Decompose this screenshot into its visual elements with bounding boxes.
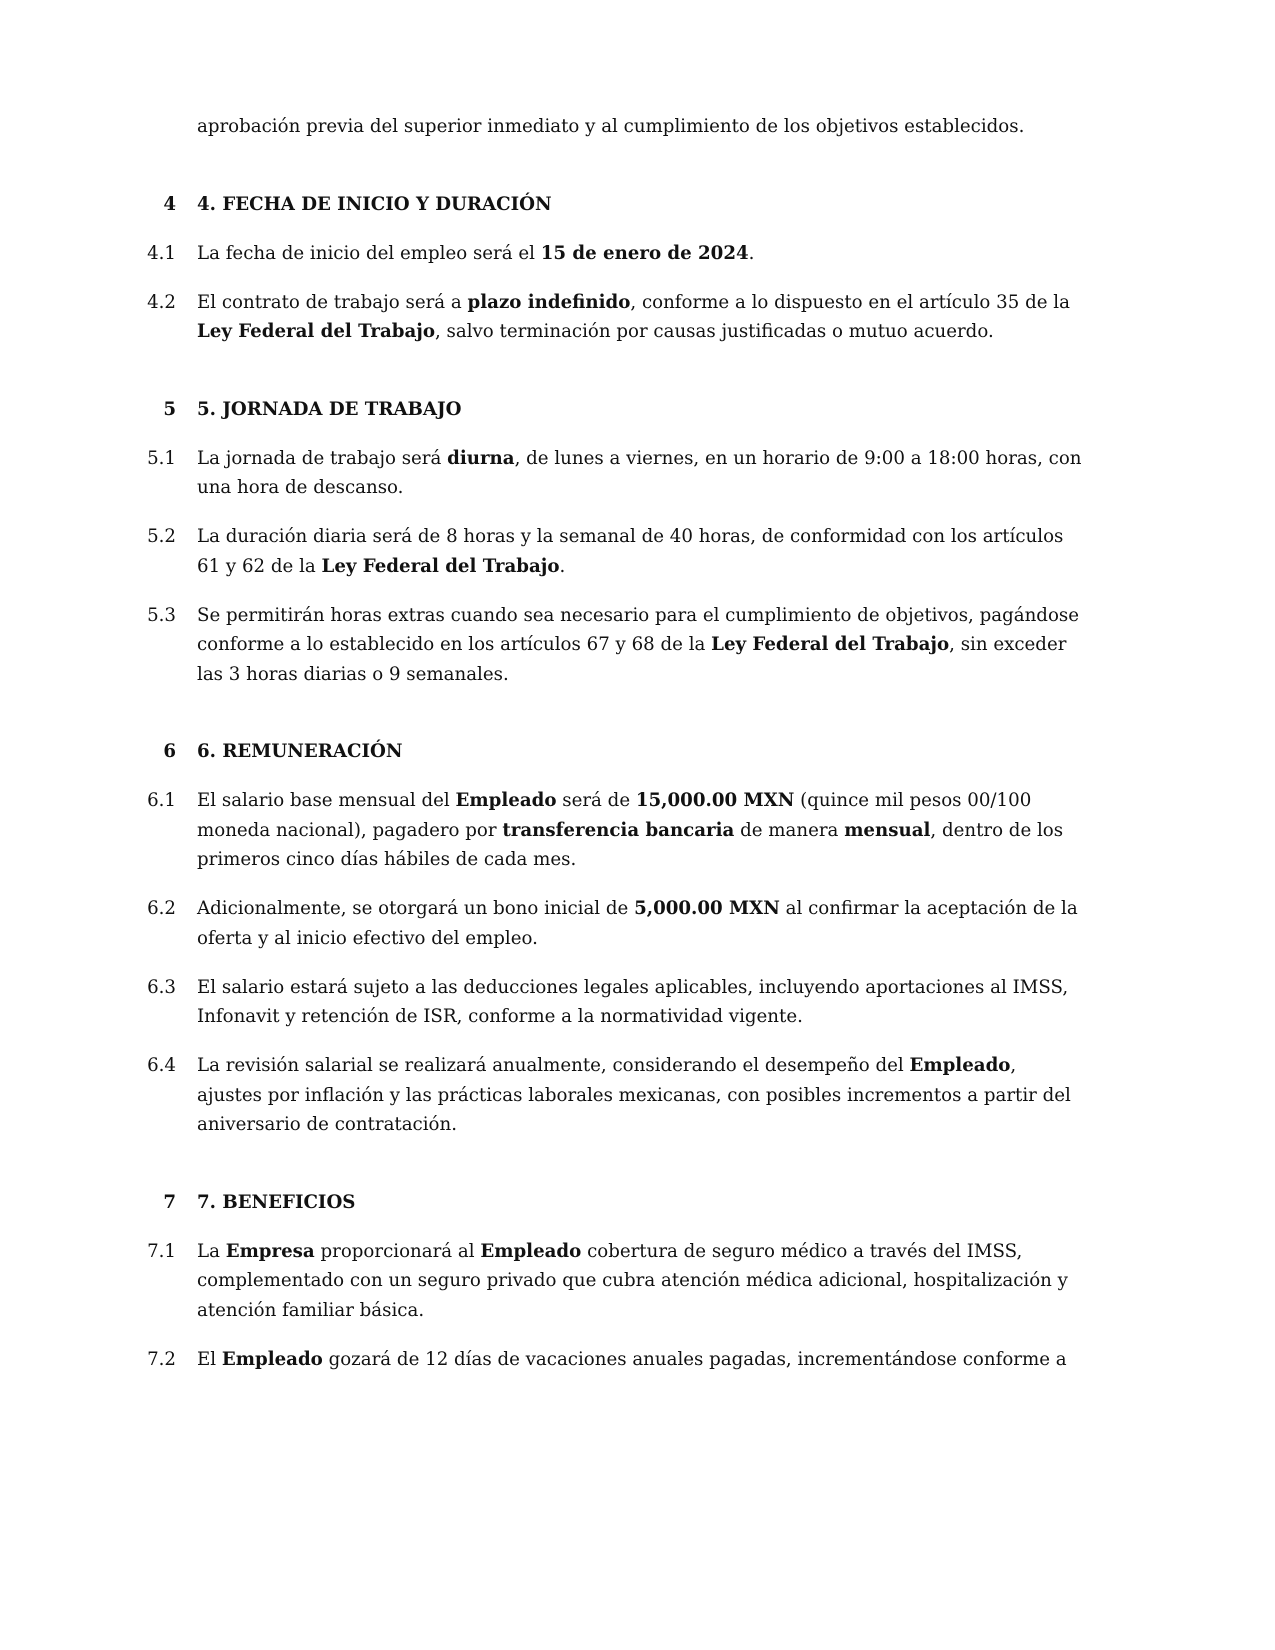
text-run: La jornada de trabajo será: [197, 447, 448, 469]
section-title: 5. JORNADA DE TRABAJO: [197, 398, 462, 420]
bold-text: 15 de enero de 2024: [540, 242, 749, 264]
clause-number: 5.1: [147, 447, 176, 469]
clause-paragraph: [0, 522, 1275, 581]
text-run: , dentro de los primeros cinco días hábiles de cada mes.: [197, 819, 1064, 870]
bold-text: Ley Federal del Trabajo: [197, 321, 435, 342]
section-heading: [0, 395, 1275, 425]
clause-paragraph: [0, 1051, 1275, 1140]
text-run: de manera: [734, 819, 845, 841]
text-run: , de lunes a viernes, en un horario de 9:00 a 18:00 horas, con una hora de descanso.: [197, 447, 1082, 498]
bold-text: Empresa: [225, 1240, 315, 1262]
text-run: El contrato de trabajo será a: [197, 291, 468, 313]
section-number: 4: [163, 193, 176, 215]
clause-paragraph: [0, 601, 1275, 690]
bold-text: Empleado: [455, 790, 557, 811]
clause-text: [197, 786, 1082, 875]
section-title: 7. BENEFICIOS: [197, 1191, 356, 1213]
text-run: aprobación previa del superior inmediato y al cumplimiento de los objetivos establecidos.: [197, 116, 1025, 137]
clause-number: 7.2: [147, 1348, 176, 1370]
section-number: 6: [163, 741, 176, 762]
text-run: .: [748, 242, 755, 264]
text-run: La revisión salarial se realizará anualmente, considerando el desempeño del: [197, 1055, 910, 1076]
clause-number: 6.1: [147, 790, 176, 811]
clause-text: [197, 444, 1082, 503]
section-number: 7: [163, 1191, 176, 1213]
clause-text: [197, 1237, 1082, 1326]
text-run: gozará de 12 días de vacaciones anuales pagadas, incrementándose conforme a: [322, 1348, 1067, 1370]
text-run: proporcionará al: [314, 1240, 481, 1262]
clause-number: 6.4: [147, 1055, 176, 1076]
text-run: La duración diaria será de 8 horas y la semanal de 40 horas, de conformidad con los artículos 61 y 62 de la: [197, 526, 1064, 577]
sections: [0, 190, 1275, 1375]
text-run: , conforme a lo dispuesto en el artículo 35 de la: [630, 291, 1070, 313]
bold-text: mensual: [844, 819, 931, 841]
bold-text: 5,000.00 MXN: [634, 898, 780, 919]
clause-text: [197, 239, 1082, 269]
bold-text: transferencia bancaria: [502, 819, 735, 841]
text-run: cobertura de seguro médico a través del IMSS, complementado con un seguro privado que cubra atención médica adicional, hospitalización y atención familiar básica.: [197, 1240, 1068, 1321]
text-run: , sin exceder las 3 horas diarias o 9 semanales.: [197, 634, 1067, 685]
clause-number: 5.3: [147, 604, 176, 626]
text-run: Se permitirán horas extras cuando sea necesario para el cumplimiento de objetivos, pagándose conforme a lo establecido en los artículos 67 y 68 de la: [197, 604, 1079, 655]
text-run: será de: [556, 790, 636, 811]
section-heading: [0, 190, 1275, 220]
clause-paragraph: [0, 239, 1275, 269]
clause-text: [197, 601, 1082, 690]
section-heading: [0, 737, 1275, 767]
text-run: El salario base mensual del: [197, 790, 456, 811]
intro-paragraph: [0, 112, 1275, 142]
clause-paragraph: [0, 444, 1275, 503]
text-run: , ajustes por inflación y las prácticas laborales mexicanas, con posibles incrementos a partir del aniversario de contratación.: [197, 1055, 1071, 1135]
clause-text: [197, 522, 1082, 581]
text-run: (quince mil pesos 00/100 moneda nacional), pagadero por: [197, 790, 1032, 841]
text-run: Adicionalmente, se otorgará un bono inicial de: [197, 898, 635, 919]
clause-paragraph: [0, 1345, 1275, 1375]
section-title: 6. REMUNERACIÓN: [197, 741, 403, 762]
clause-text: [197, 1345, 1082, 1375]
document-page: [0, 112, 1275, 1394]
section-number: 5: [163, 398, 176, 420]
clause-number: 5.2: [147, 526, 176, 547]
clause-paragraph: [0, 288, 1275, 347]
bold-text: Ley Federal del Trabajo: [711, 634, 950, 655]
text-run: El: [197, 1348, 222, 1370]
text-run: , salvo terminación por causas justificadas o mutuo acuerdo.: [434, 321, 994, 342]
text-run: La fecha de inicio del empleo será el: [197, 242, 541, 264]
clause-text: [197, 973, 1082, 1032]
text-run: La: [197, 1240, 226, 1262]
clause-paragraph: [0, 1237, 1275, 1326]
bold-text: Empleado: [480, 1240, 582, 1262]
clause-number: 4.2: [147, 291, 176, 313]
bold-text: diurna: [447, 447, 515, 469]
bold-text: plazo indefinido: [467, 291, 631, 313]
section-heading: [0, 1188, 1275, 1218]
bold-text: Ley Federal del Trabajo: [321, 555, 560, 577]
clause-number: 4.1: [147, 242, 176, 264]
text-run: .: [559, 555, 566, 577]
clause-paragraph: [0, 786, 1275, 875]
bold-text: Empleado: [909, 1055, 1011, 1076]
text-run: al confirmar la aceptación de la oferta y al inicio efectivo del empleo.: [197, 898, 1078, 949]
clause-number: 6.3: [147, 976, 176, 998]
clause-text: [197, 288, 1082, 347]
clause-number: 6.2: [147, 898, 176, 919]
clause-text: [197, 1051, 1082, 1140]
bold-text: Empleado: [221, 1348, 323, 1370]
clause-number: 7.1: [147, 1240, 176, 1262]
clause-paragraph: [0, 973, 1275, 1032]
clause-text: [197, 894, 1082, 953]
text-run: El salario estará sujeto a las deducciones legales aplicables, incluyendo aportaciones al IMSS, Infonavit y retención de ISR, conforme a la normatividad vigente.: [197, 976, 1069, 1027]
clause-paragraph: [0, 894, 1275, 953]
section-title: 4. FECHA DE INICIO Y DURACIÓN: [197, 193, 552, 215]
bold-text: 15,000.00 MXN: [635, 790, 795, 811]
paragraph-text: [197, 112, 1082, 142]
